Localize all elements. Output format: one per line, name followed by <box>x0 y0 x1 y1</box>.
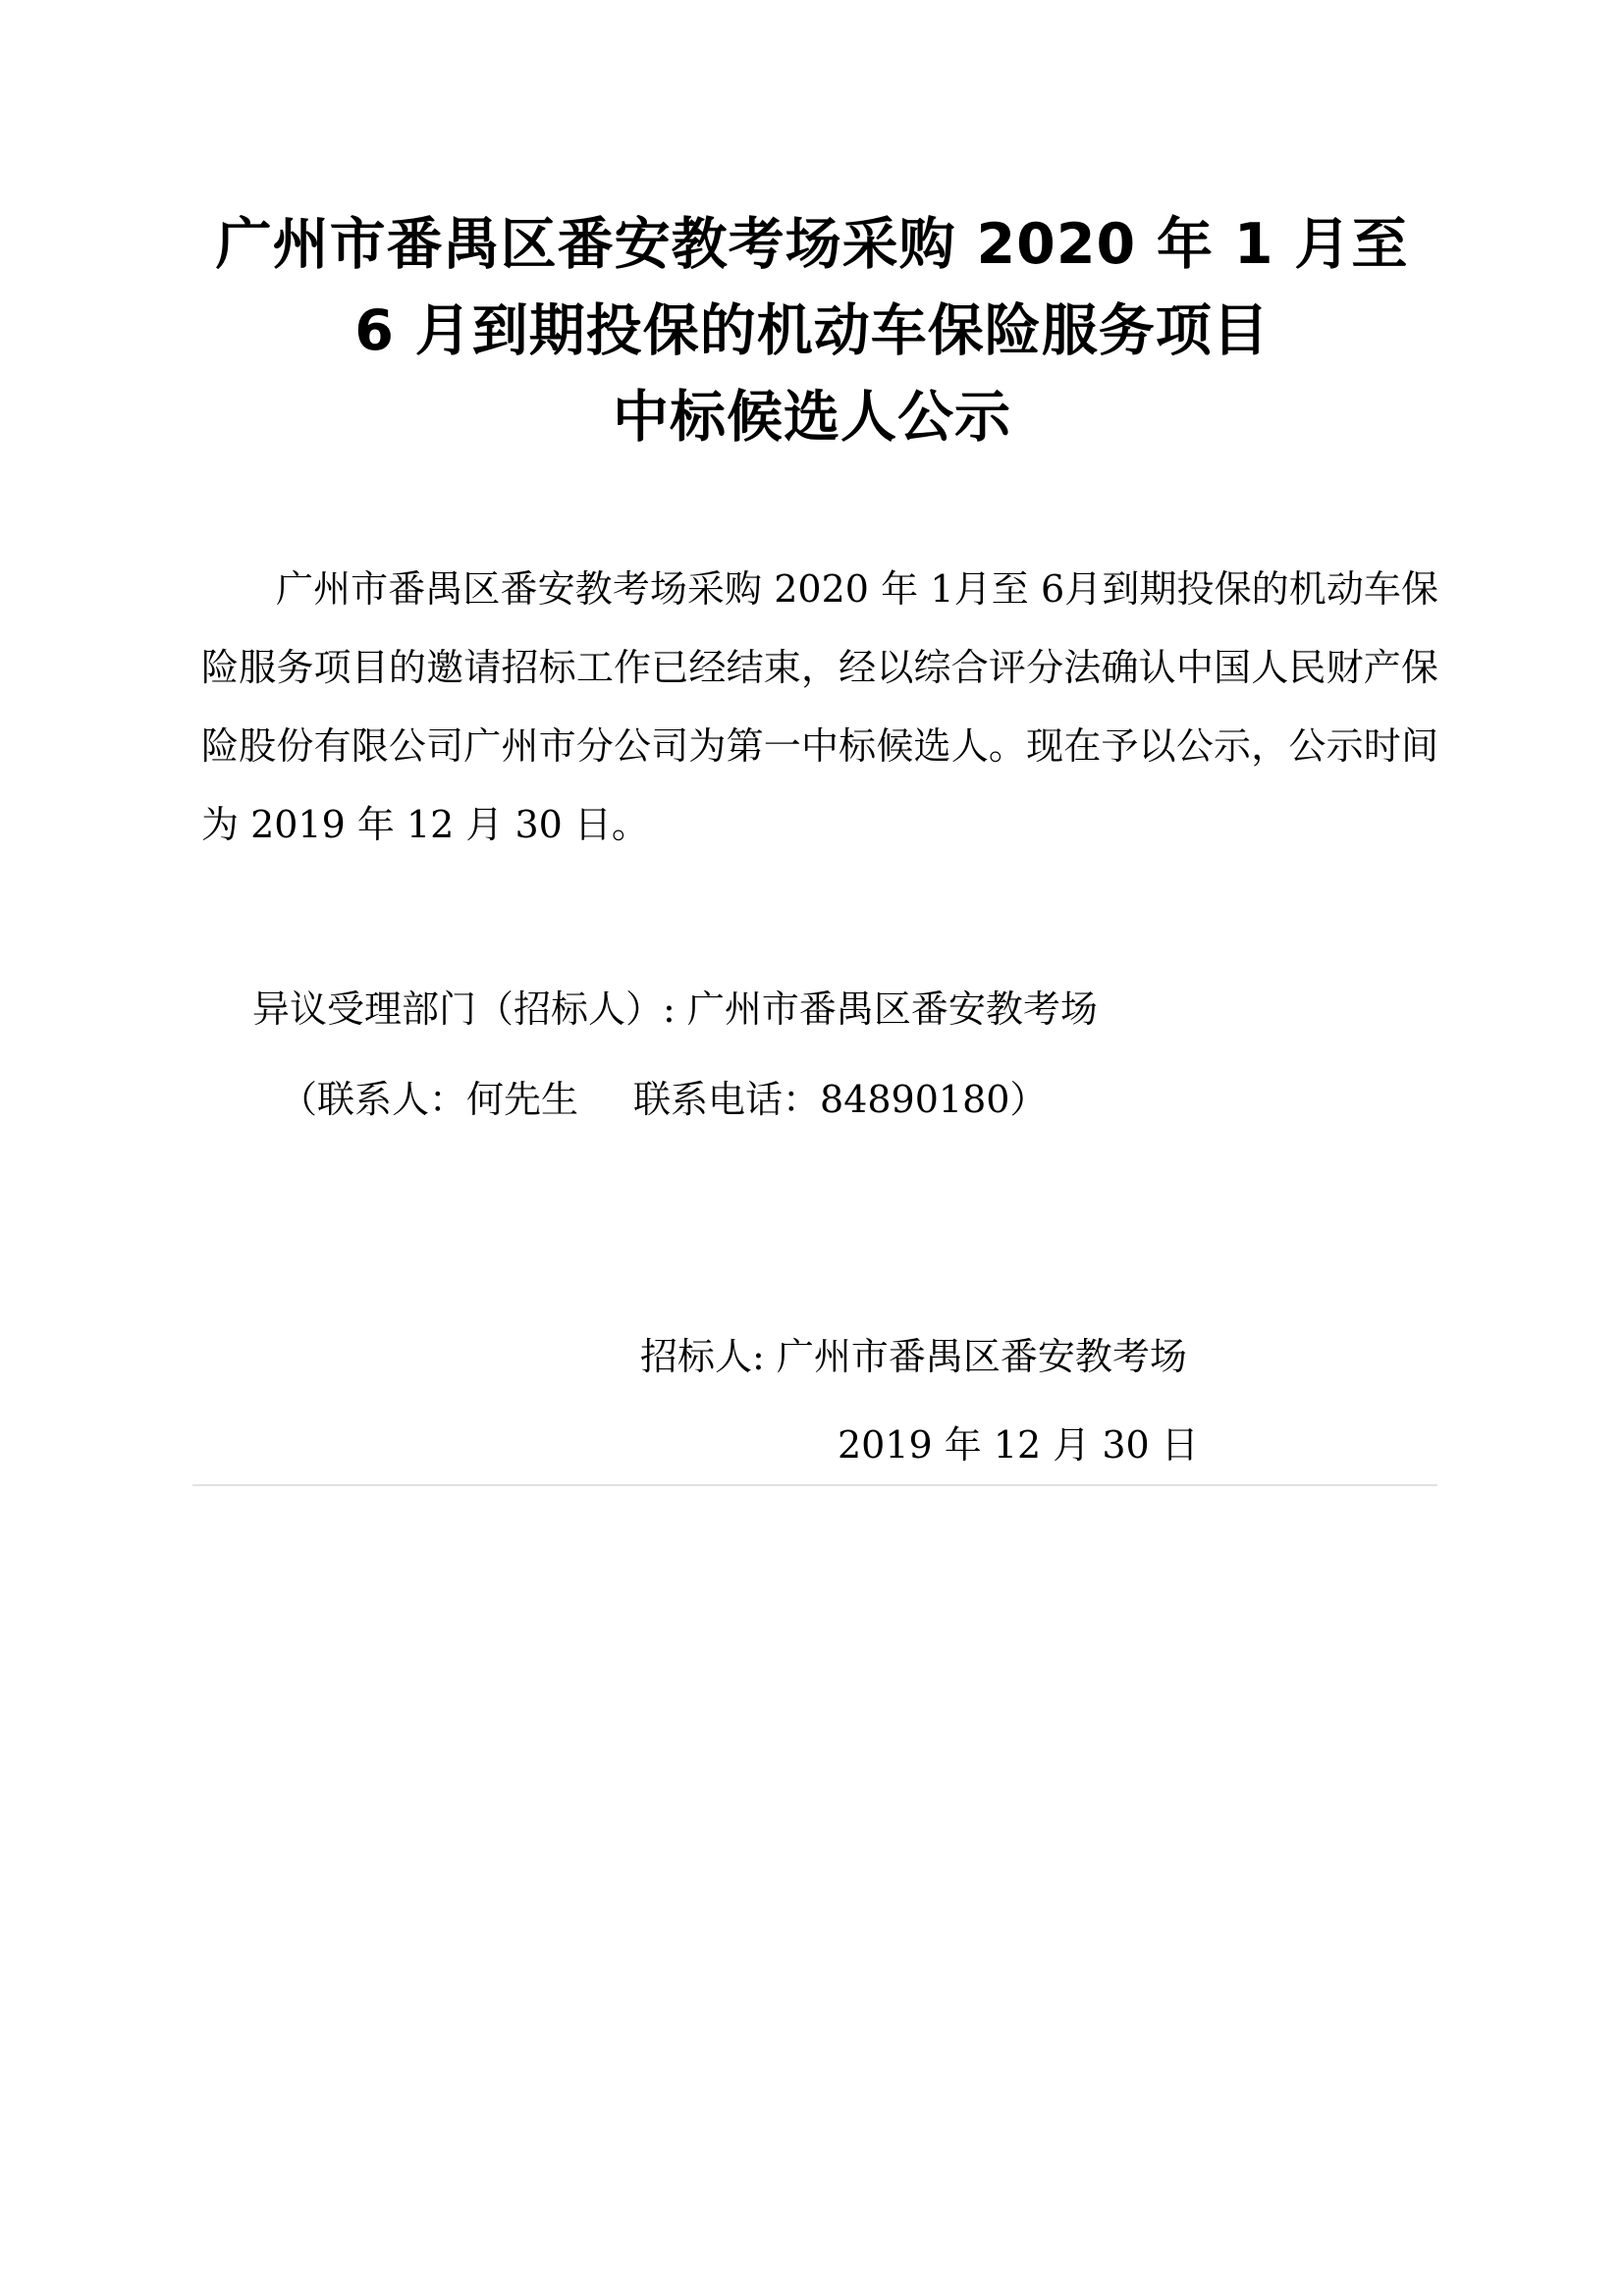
title-line-1: 广州市番禺区番安教考场采购 2020 年 1 月至 <box>215 212 1409 277</box>
announcement-paragraph: 广州市番禺区番安教考场采购 2020 年 1月至 6月到期投保的机动车保险服务项目的邀请招标工作已经结束，经以综合评分法确认中国人民财产保险股份有限公司广州市分公司为第一中标候选人。现在予以公示，公示时间为 2019 年 12 月 30 日。 <box>201 567 1438 846</box>
contact-line <box>280 1075 1047 1124</box>
divider-line <box>192 1484 1437 1486</box>
contact-person: （联系人：何先生 <box>280 1078 579 1121</box>
document-title <box>196 201 1428 460</box>
title-line-2: 6 月到期投保的机动车保险服务项目 <box>354 298 1270 363</box>
document-date: 2019 年 12 月 30 日 <box>838 1423 1199 1467</box>
objection-department-line: 异议受理部门（招标人）: 广州市番禺区番安教考场 <box>252 988 1098 1031</box>
title-line-3: 中标候选人公示 <box>613 385 1011 450</box>
contact-phone: 联系电话：84890180） <box>633 1078 1048 1121</box>
tenderer-signature-line: 招标人: 广州市番禺区番安教考场 <box>640 1335 1187 1378</box>
